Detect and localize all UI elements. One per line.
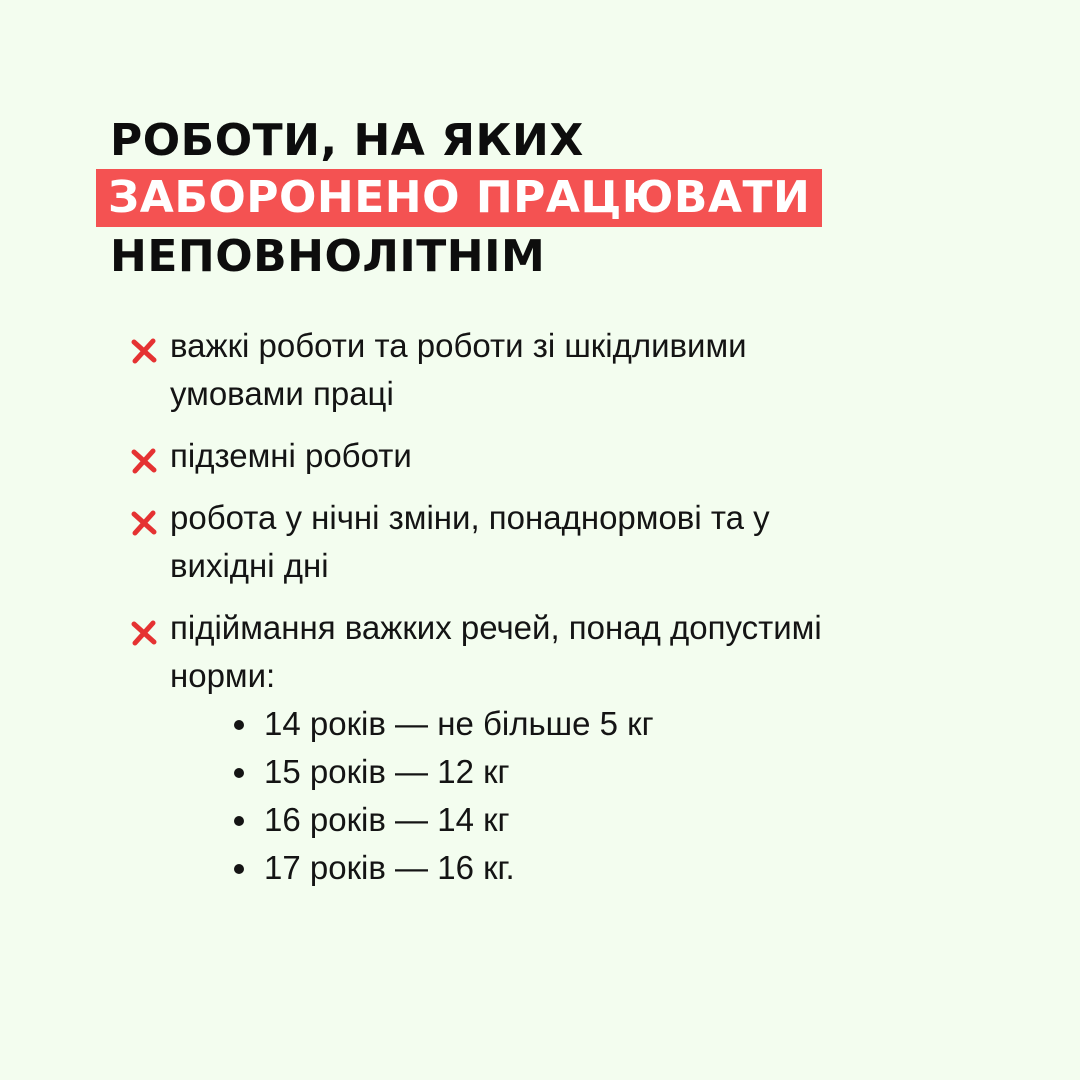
norm-item-16 <box>232 796 988 844</box>
list-item-underground <box>128 432 988 480</box>
list-item-text: підземні роботи <box>170 437 412 474</box>
norm-item-14 <box>232 700 988 748</box>
bullet-icon <box>234 816 244 826</box>
list-item-night-shifts <box>128 494 988 590</box>
weight-norms-list <box>232 700 988 892</box>
cross-icon <box>130 337 158 365</box>
list-item-heavy-work <box>128 322 988 418</box>
list-item-lifting <box>128 604 988 892</box>
cross-icon <box>130 509 158 537</box>
list-item-text: робота у нічні зміни, понаднормові та у вихідні дні <box>170 499 770 584</box>
bullet-icon <box>234 864 244 874</box>
title-line-2-highlighted: ЗАБОРОНЕНО ПРАЦЮВАТИ <box>96 169 822 227</box>
title-line-1: РОБОТИ, НА ЯКИХ <box>110 115 584 166</box>
bullet-icon <box>234 720 244 730</box>
cross-icon <box>130 619 158 647</box>
title-line-3: НЕПОВНОЛІТНІМ <box>110 231 546 282</box>
prohibited-work-list <box>128 322 988 906</box>
norm-item-15 <box>232 748 988 796</box>
norm-text: 14 років — не більше 5 кг <box>264 705 654 742</box>
norm-item-17 <box>232 844 988 892</box>
norm-text: 17 років — 16 кг. <box>264 849 515 886</box>
list-item-text: важкі роботи та роботи зі шкідливими умовами праці <box>170 327 747 412</box>
norm-text: 15 років — 12 кг <box>264 753 510 790</box>
cross-icon <box>130 447 158 475</box>
list-item-text: підіймання важких речей, понад допустимі норми: <box>170 609 822 694</box>
bullet-icon <box>234 768 244 778</box>
norm-text: 16 років — 14 кг <box>264 801 510 838</box>
